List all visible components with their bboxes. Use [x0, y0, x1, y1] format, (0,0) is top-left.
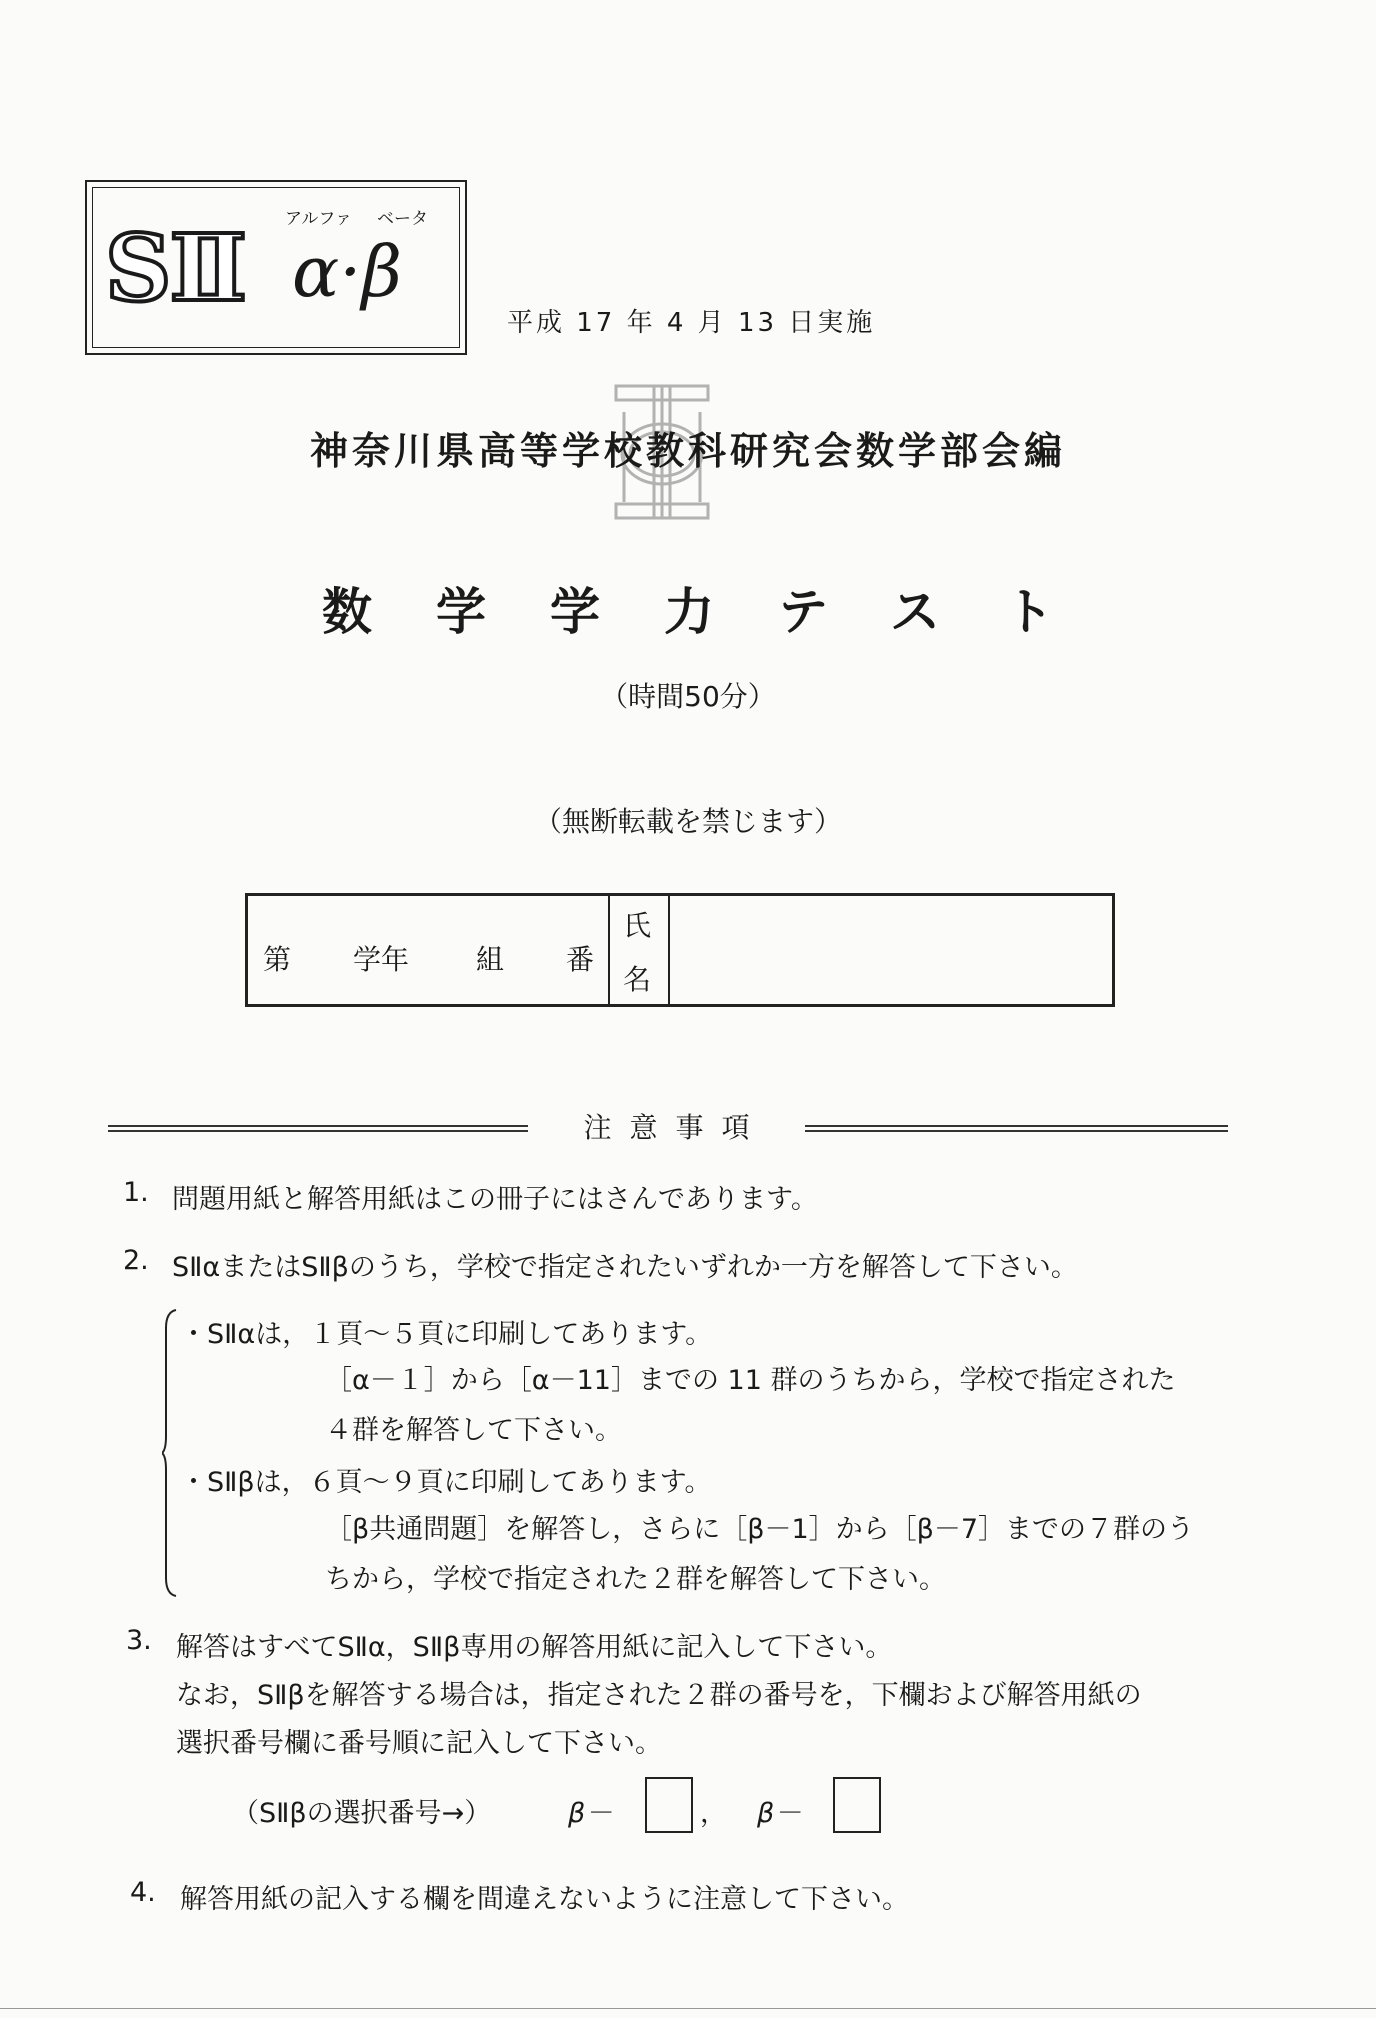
note-text: 解答はすべてSⅡα，SⅡβ専用の解答用紙に記入して下さい。	[176, 1632, 893, 1663]
note-text: 問題用紙と解答用紙はこの冊子にはさんであります。	[172, 1184, 818, 1215]
name-label-top: 氏	[623, 909, 652, 942]
note-text: 解答用紙の記入する欄を間違えないように注意して下さい。	[180, 1884, 909, 1915]
selection-separator: ，	[700, 1798, 727, 1829]
alpha-line: ［α－１］から［α－11］までの 11 群のうちから，学校で指定された	[325, 1365, 1176, 1396]
editor-line: 神奈川県高等学校教科研究会数学部会編	[309, 429, 1066, 473]
heading-rule-left	[108, 1125, 528, 1132]
heading-rule-right	[805, 1125, 1228, 1132]
test-title: 数学学力テスト	[322, 583, 1118, 641]
ruby-alpha: アルファ	[285, 209, 352, 229]
note-text: SⅡαまたはSⅡβのうち，学校で指定されたいずれか一方を解答して下さい。	[172, 1252, 1078, 1283]
ruby-beta: ベータ	[377, 209, 428, 229]
beta-line: ［β共通問題］を解答し，さらに［β－1］から［β－7］までの７群のう	[325, 1514, 1195, 1545]
class-label: 組	[476, 943, 505, 976]
selection-box-1[interactable]	[645, 1777, 693, 1833]
name-table	[245, 893, 1115, 1007]
selection-prefix: β－	[757, 1798, 802, 1829]
table-divider	[668, 896, 670, 1004]
exam-date: 平成 17 年 4 月 13 日実施	[507, 308, 876, 338]
no-reproduction-notice: （無断転載を禁じます）	[533, 805, 842, 838]
note-number: 3.	[126, 1625, 152, 1656]
subject-box	[85, 180, 467, 355]
subject-main-label: SⅡ	[105, 214, 245, 322]
note-text: 選択番号欄に番号順に記入して下さい。	[176, 1728, 662, 1759]
note-number: 1.	[123, 1177, 149, 1208]
time-limit: （時間50分）	[600, 680, 776, 713]
number-label: 番	[566, 943, 595, 976]
grade-prefix: 第	[263, 943, 292, 976]
subject-greek-label: α·β	[292, 231, 402, 313]
name-label-bottom: 名	[623, 963, 652, 996]
brace-icon	[162, 1308, 178, 1598]
table-divider	[608, 896, 610, 1004]
selection-box-2[interactable]	[833, 1777, 881, 1833]
selection-label: （SⅡβの選択番号→）	[232, 1798, 492, 1829]
alpha-line: ４群を解答して下さい。	[325, 1415, 622, 1446]
beta-lead: ・SⅡβは，６頁～９頁に印刷してあります。	[180, 1467, 712, 1498]
grade-label: 学年	[353, 943, 410, 976]
note-text: なお，SⅡβを解答する場合は，指定された２群の番号を，下欄および解答用紙の	[176, 1680, 1142, 1711]
notes-heading: 注意事項	[583, 1111, 768, 1144]
alpha-lead: ・SⅡαは，１頁～５頁に印刷してあります。	[180, 1319, 713, 1350]
name-field[interactable]	[671, 896, 1112, 1004]
note-number: 2.	[123, 1245, 149, 1276]
selection-prefix: β－	[568, 1798, 613, 1829]
scan-edge-line	[0, 2008, 1376, 2009]
beta-line: ちから，学校で指定された２群を解答して下さい。	[325, 1564, 946, 1595]
note-number: 4.	[130, 1877, 156, 1908]
